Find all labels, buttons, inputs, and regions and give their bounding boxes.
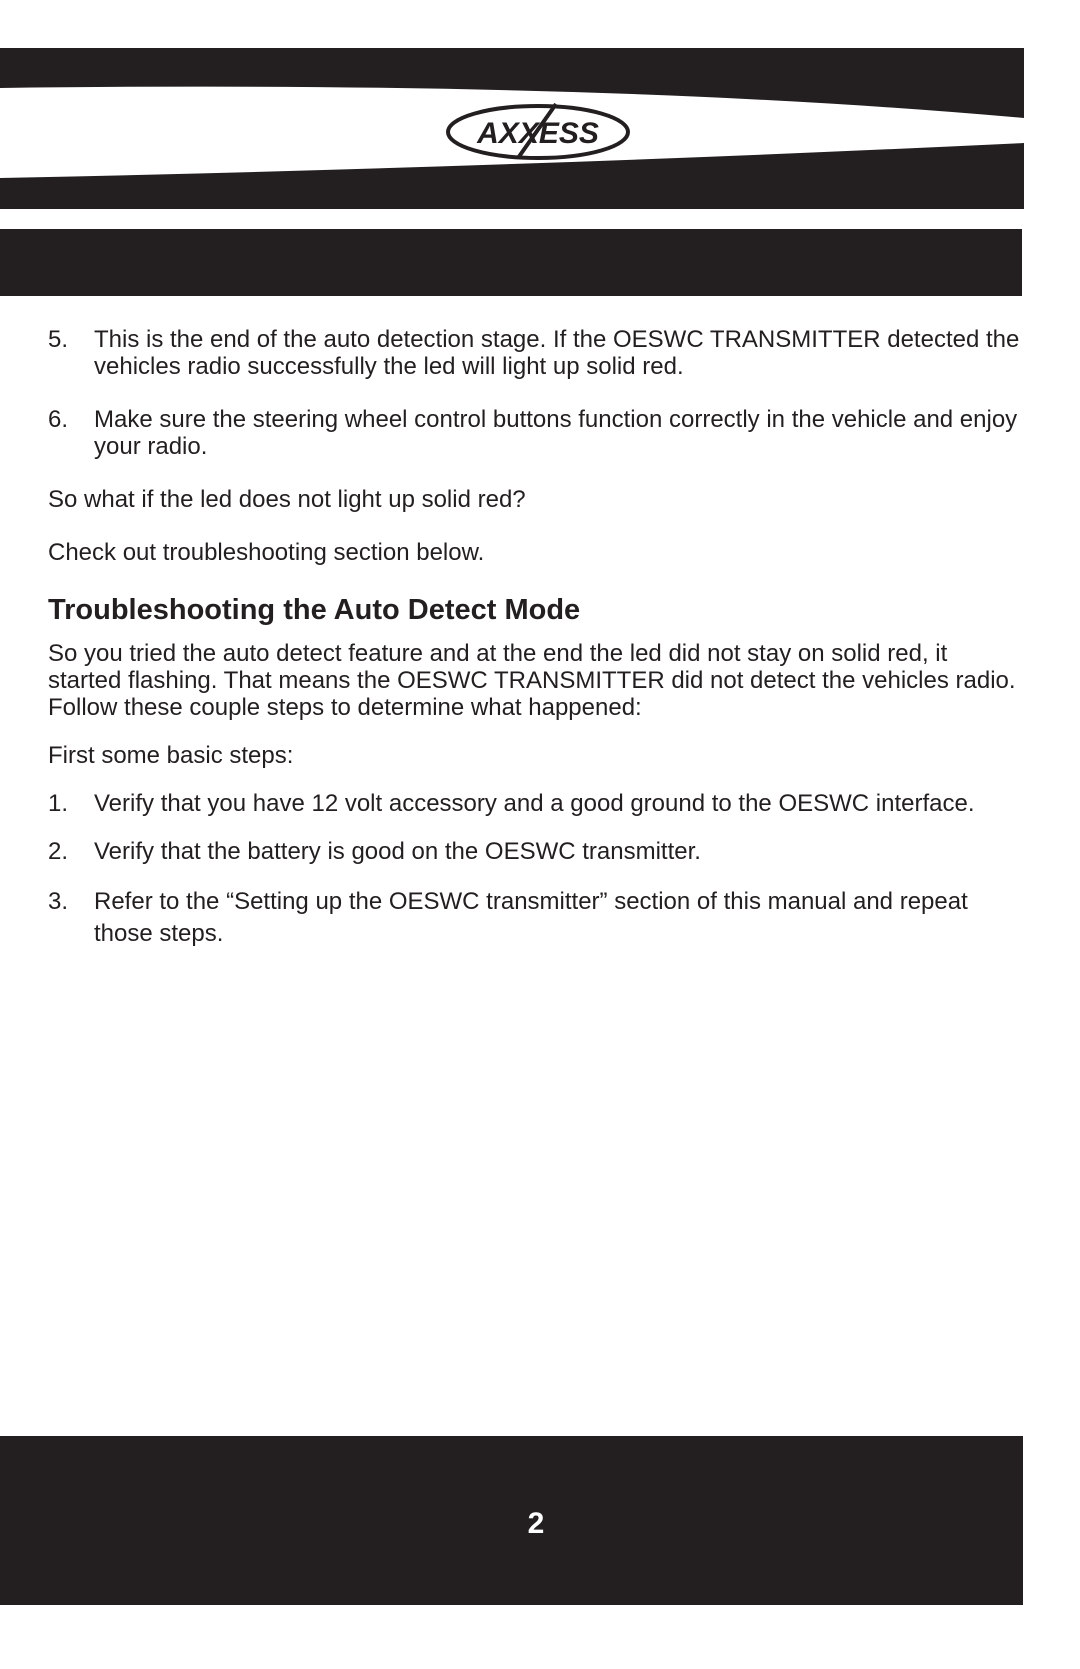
list-item xyxy=(48,326,1023,380)
axxess-logo xyxy=(448,104,628,158)
logo-wordmark: AXXESS xyxy=(477,117,599,150)
pointer-text: Check out troubleshooting section below. xyxy=(48,539,485,566)
header-band xyxy=(0,0,1080,300)
list-text: Verify that the battery is good on the OESWC transmitter. xyxy=(94,838,701,865)
list-text: Make sure the steering wheel control buttons function correctly in the vehicle and enjoy your radio. xyxy=(94,406,1018,460)
header-title-bar xyxy=(0,229,1022,296)
list-number: 2. xyxy=(48,838,69,865)
list-number: 5. xyxy=(48,326,69,353)
list-item xyxy=(48,886,1023,950)
question-text: So what if the led does not light up solid red? xyxy=(48,486,526,513)
list-number: 6. xyxy=(48,406,69,433)
list-item xyxy=(48,790,1023,817)
section-heading: Troubleshooting the Auto Detect Mode xyxy=(48,594,581,626)
list-item xyxy=(48,406,1023,460)
list-text: Verify that you have 12 volt accessory and a good ground to the OESWC interface. xyxy=(94,790,975,817)
list-number: 1. xyxy=(48,790,69,817)
section-intro: So you tried the auto detect feature and at the end the led did not stay on solid red, it started flashing. That means the OESWC TRANSMITTER did not detect the vehicles radio. Follow these couple steps to determine what happened: xyxy=(48,640,1016,721)
list-number: 3. xyxy=(48,888,69,915)
list-item xyxy=(48,838,1023,865)
list-text: Refer to the “Setting up the OESWC transmitter” section of this manual and repeat those steps. xyxy=(94,888,968,947)
basic-steps-label: First some basic steps: xyxy=(48,742,294,769)
list-text: This is the end of the auto detection stage. If the OESWC TRANSMITTER detected the vehicles radio successfully the led will light up solid red. xyxy=(94,326,1020,380)
page-body xyxy=(48,326,1023,950)
page-number: 2 xyxy=(527,1507,545,1540)
